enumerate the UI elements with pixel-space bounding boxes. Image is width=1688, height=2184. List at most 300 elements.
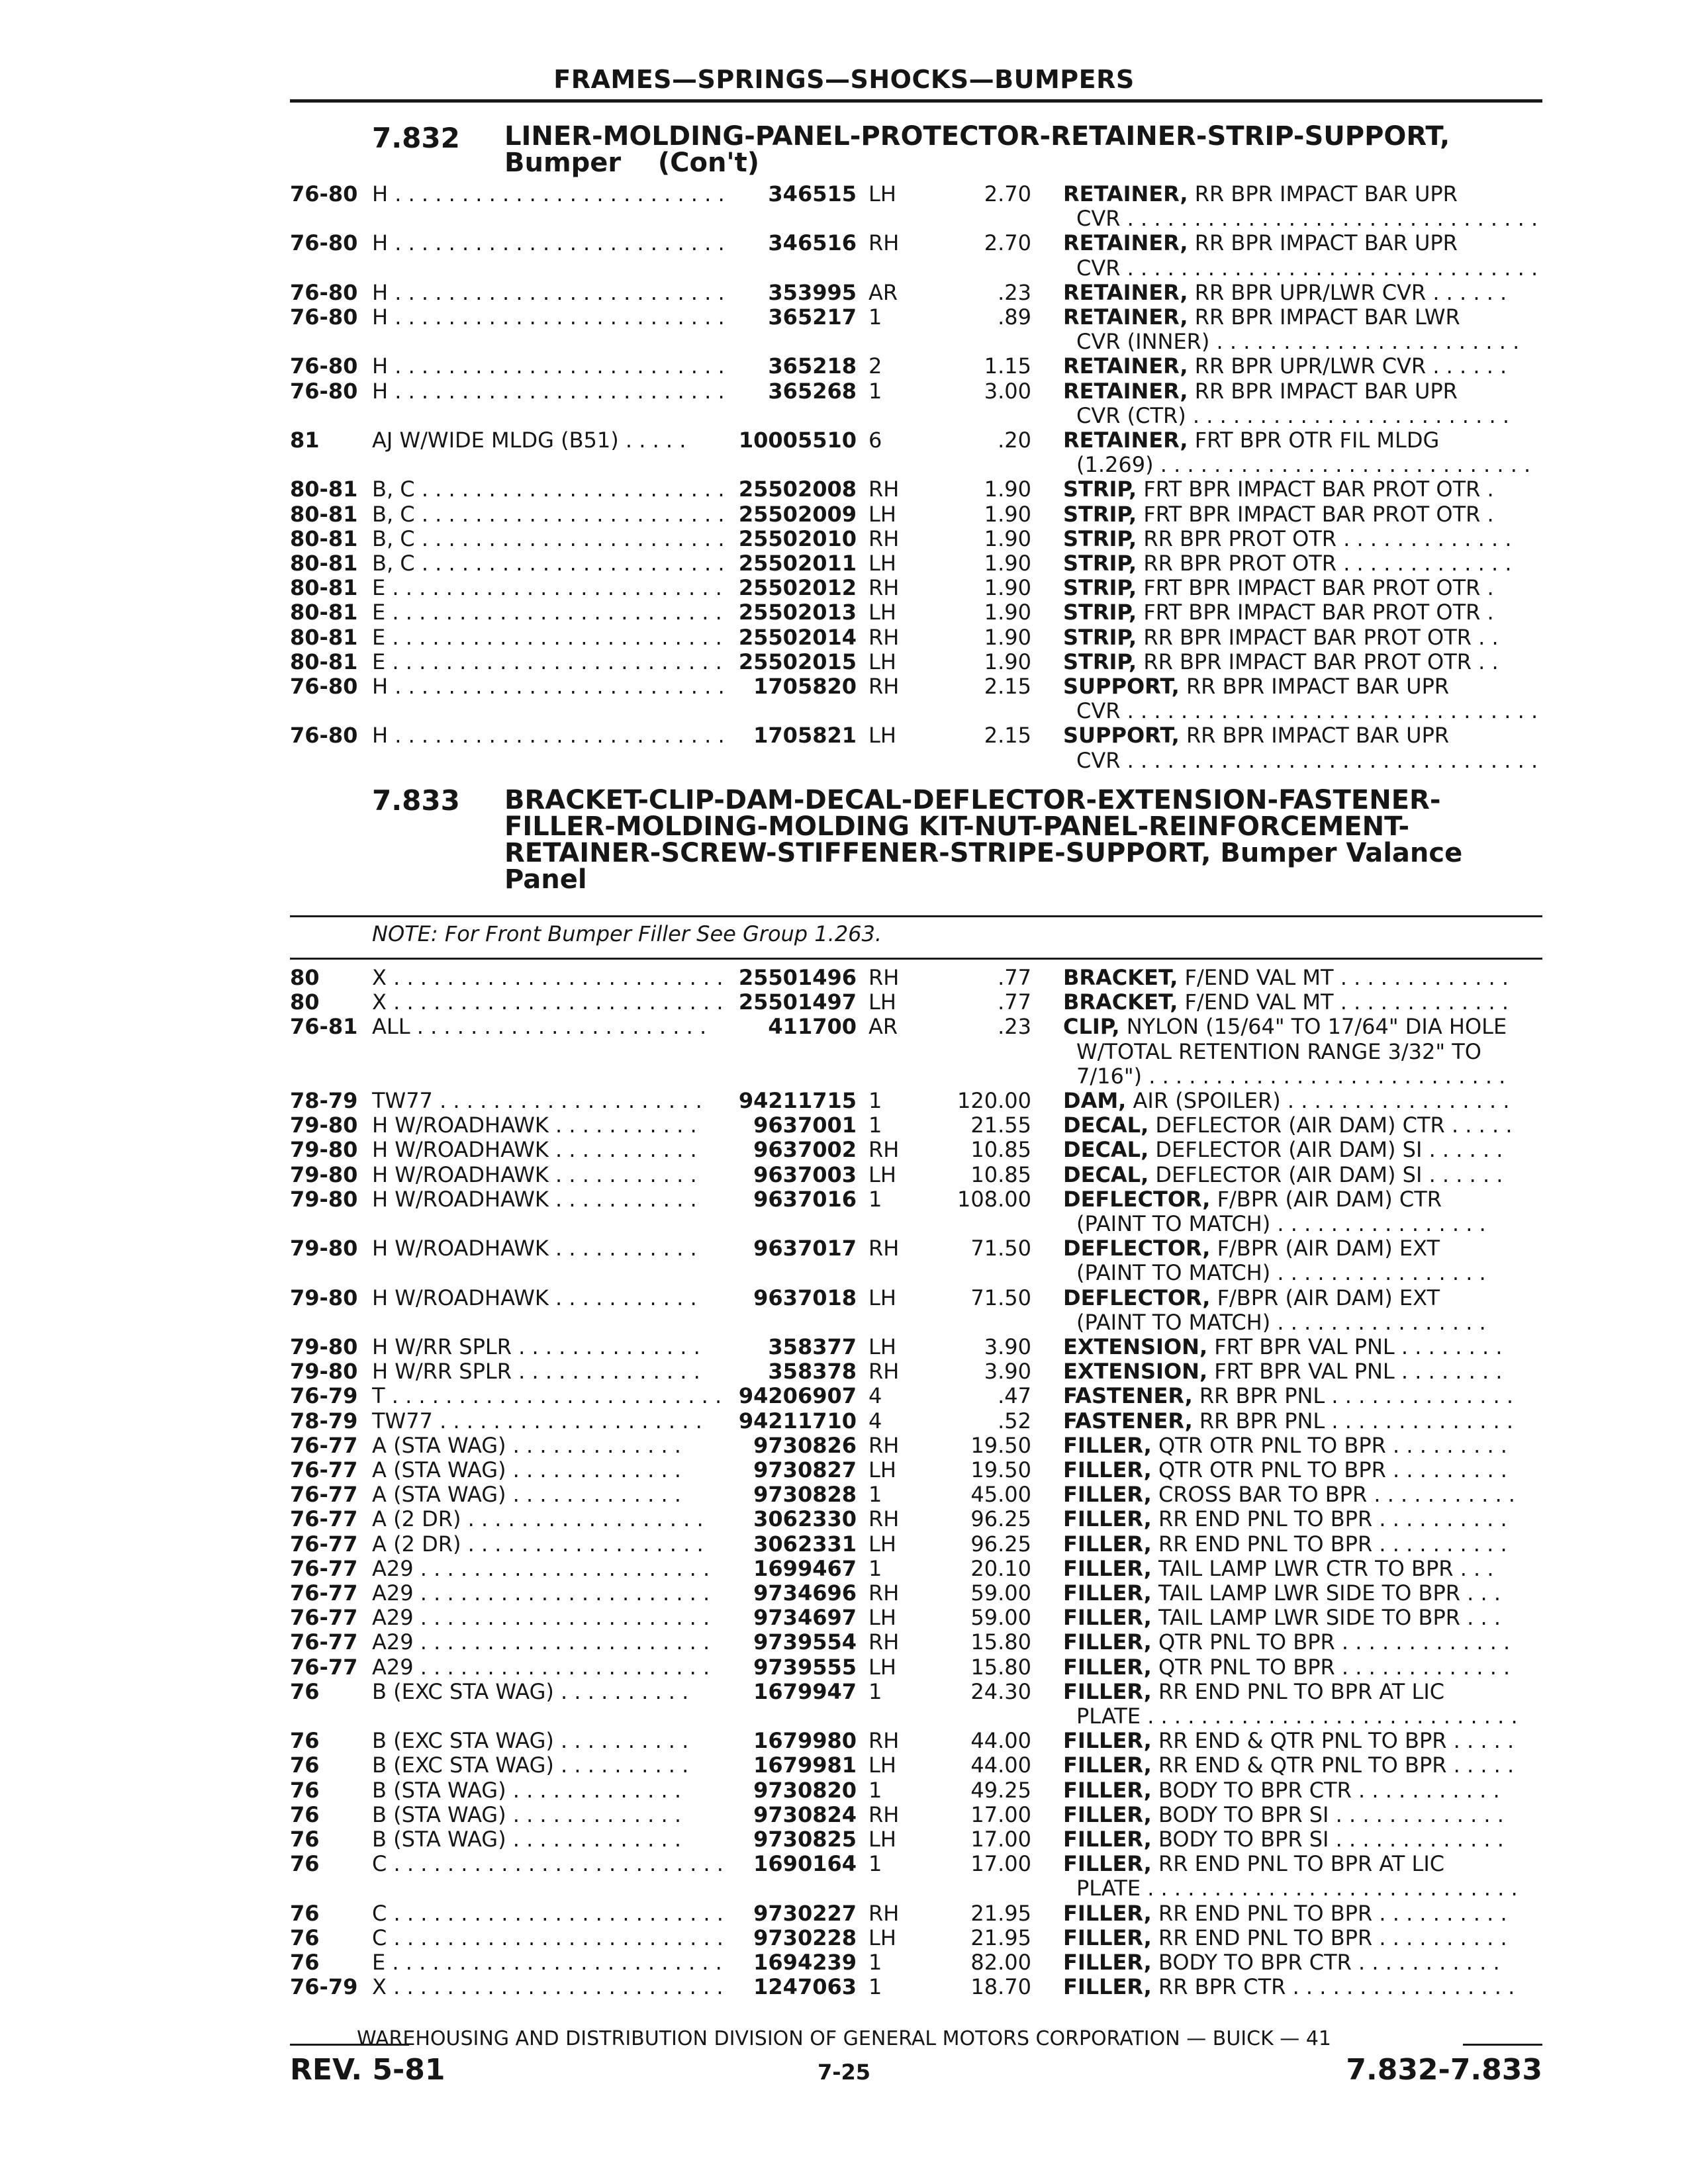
part-name: FILLER, (1063, 1506, 1152, 1532)
part-name: STRIP, (1063, 600, 1137, 625)
price: .20 (998, 428, 1031, 453)
quantity: 1 (868, 378, 882, 404)
quantity: RH (868, 477, 900, 502)
part-number: 9730828 (753, 1482, 857, 1508)
part-description-text: RR END PNL TO BPR . . . . . . . . . . (1151, 1925, 1507, 1950)
price: .89 (998, 304, 1031, 330)
part-description-text: FRT BPR IMPACT BAR PROT OTR . (1137, 600, 1494, 625)
part-number: 25501497 (738, 989, 857, 1015)
model-code: H W/ROADHAWK . . . . . . . . . . . (372, 1113, 697, 1138)
part-description (1063, 280, 1541, 305)
model-year: 80-81 (290, 477, 358, 502)
model-code: H . . . . . . . . . . . . . . . . . . . . . . . . . (372, 353, 725, 379)
quantity: RH (868, 624, 900, 650)
part-number: 9739555 (753, 1654, 857, 1680)
price: 3.90 (984, 1359, 1031, 1385)
model-year: 76-77 (290, 1654, 358, 1680)
part-number: 358377 (768, 1334, 857, 1359)
quantity: LH (868, 1334, 896, 1359)
price: .77 (998, 989, 1031, 1015)
price: 1.90 (984, 624, 1031, 650)
part-number: 9730228 (753, 1925, 857, 1950)
model-code: A (2 DR) . . . . . . . . . . . . . . . . . . (372, 1506, 704, 1532)
part-description-continued: 7/16") . . . . . . . . . . . . . . . . . . . . . . . . . . . (1076, 1063, 1506, 1089)
part-description-text: RR END & QTR PNL TO BPR . . . . . (1151, 1728, 1515, 1754)
price: 1.15 (984, 353, 1031, 379)
price: 59.00 (970, 1580, 1031, 1606)
part-description (1063, 1655, 1541, 1680)
model-code: H . . . . . . . . . . . . . . . . . . . . . . . . . (372, 674, 725, 699)
model-code: E . . . . . . . . . . . . . . . . . . . . . . . . . (372, 575, 722, 601)
model-code: A (STA WAG) . . . . . . . . . . . . . (372, 1432, 681, 1458)
part-description (1063, 1950, 1541, 1975)
part-description-text: DEFLECTOR (AIR DAM) CTR . . . . . (1149, 1113, 1513, 1138)
model-code: H . . . . . . . . . . . . . . . . . . . . . . . . . (372, 279, 725, 305)
model-year: 76 (290, 1728, 320, 1754)
part-description-text: RR BPR PNL . . . . . . . . . . . . . . (1192, 1408, 1514, 1433)
price: 120.00 (957, 1088, 1031, 1113)
part-description (1063, 1925, 1541, 1950)
price: 17.00 (970, 1801, 1031, 1827)
part-name: FILLER, (1063, 1827, 1152, 1852)
section-title (504, 123, 1544, 176)
part-description-text: RR BPR UPR/LWR CVR . . . . . . (1188, 279, 1507, 305)
model-year: 81 (290, 428, 320, 453)
part-description (1063, 674, 1541, 699)
part-number: 3062330 (753, 1506, 857, 1532)
price: .23 (998, 1014, 1031, 1040)
price: 19.50 (970, 1432, 1031, 1458)
price: 10.85 (970, 1137, 1031, 1163)
part-description (1063, 1433, 1541, 1458)
part-number: 9637018 (753, 1285, 857, 1310)
part-description-continued: (PAINT TO MATCH) . . . . . . . . . . . . . . . . (1076, 1211, 1486, 1236)
model-year: 79-80 (290, 1334, 358, 1359)
part-name: FILLER, (1063, 1950, 1152, 1975)
part-name: CLIP, (1063, 1014, 1120, 1040)
part-description (1063, 1137, 1541, 1162)
part-description-text: FRT BPR OTR FIL MLDG (1188, 428, 1440, 453)
part-description-continued: CVR . . . . . . . . . . . . . . . . . . . . . . . . . . . . . . . (1076, 747, 1538, 773)
model-code: T . . . . . . . . . . . . . . . . . . . . . . . . . (372, 1383, 722, 1409)
part-name: SUPPORT, (1063, 674, 1180, 699)
part-number: 94206907 (738, 1383, 857, 1409)
price: 2.15 (984, 723, 1031, 749)
part-number: 9637001 (753, 1113, 857, 1138)
model-year: 76 (290, 1777, 320, 1803)
model-code: B, C . . . . . . . . . . . . . . . . . . . . . . . (372, 551, 725, 576)
model-code: A29 . . . . . . . . . . . . . . . . . . . . . . (372, 1605, 710, 1631)
quantity: LH (868, 989, 896, 1015)
quantity: RH (868, 1580, 900, 1606)
part-number: 25501496 (738, 965, 857, 990)
price: 1.90 (984, 600, 1031, 625)
part-name: FILLER, (1063, 1900, 1152, 1926)
quantity: RH (868, 1629, 900, 1655)
quantity: LH (868, 1531, 896, 1557)
model-code: H W/ROADHAWK . . . . . . . . . . . (372, 1161, 697, 1187)
model-year: 79-80 (290, 1186, 358, 1212)
price: 1.90 (984, 525, 1031, 551)
part-number: 25502014 (738, 624, 857, 650)
part-name: RETAINER, (1063, 378, 1188, 404)
part-name: RETAINER, (1063, 304, 1188, 330)
model-year: 78-79 (290, 1088, 358, 1113)
model-year: 76 (290, 1950, 320, 1975)
part-description (1063, 1580, 1541, 1606)
model-year: 76 (290, 1678, 320, 1704)
part-name: FILLER, (1063, 1531, 1152, 1557)
part-number: 9637017 (753, 1236, 857, 1261)
part-number: 9730825 (753, 1827, 857, 1852)
section-title-line: RETAINER-SCREW-STIFFENER-STRIPE-SUPPORT, Bumper Valance (504, 838, 1463, 868)
model-year: 76-80 (290, 674, 358, 699)
quantity: 1 (868, 1088, 882, 1113)
part-number: 9734696 (753, 1580, 857, 1606)
part-number: 365217 (768, 304, 857, 330)
quantity: 1 (868, 1950, 882, 1975)
part-description-text: QTR OTR PNL TO BPR . . . . . . . . . (1151, 1432, 1507, 1458)
part-number: 25502009 (738, 501, 857, 527)
part-description (1063, 1285, 1541, 1310)
section-title-line: BRACKET-CLIP-DAM-DECAL-DEFLECTOR-EXTENSION-FASTENER- (504, 785, 1441, 815)
price: 21.95 (970, 1900, 1031, 1926)
model-code: H . . . . . . . . . . . . . . . . . . . . . . . . . (372, 304, 725, 330)
model-code: E . . . . . . . . . . . . . . . . . . . . . . . . . (372, 649, 722, 674)
model-code: E . . . . . . . . . . . . . . . . . . . . . . . . . (372, 624, 722, 650)
part-description-text: RR BPR IMPACT BAR PROT OTR . . (1137, 624, 1499, 650)
quantity: AR (868, 1014, 898, 1040)
model-code: B (STA WAG) . . . . . . . . . . . . . (372, 1827, 682, 1852)
part-description-text: QTR PNL TO BPR . . . . . . . . . . . . . (1151, 1629, 1511, 1655)
price: 18.70 (970, 1974, 1031, 2000)
price: 20.10 (970, 1555, 1031, 1581)
part-description (1063, 428, 1541, 453)
part-name: FILLER, (1063, 1678, 1152, 1704)
quantity: LH (868, 600, 896, 625)
part-description (1063, 526, 1541, 551)
model-code: TW77 . . . . . . . . . . . . . . . . . . . . (372, 1088, 702, 1113)
part-description-text: RR BPR IMPACT BAR UPR (1188, 181, 1458, 206)
model-code: C . . . . . . . . . . . . . . . . . . . . . . . . . (372, 1925, 724, 1950)
price: 15.80 (970, 1629, 1031, 1655)
quantity: LH (868, 1827, 896, 1852)
part-name: FILLER, (1063, 1605, 1152, 1631)
model-year: 76 (290, 1801, 320, 1827)
model-year: 78-79 (290, 1408, 358, 1433)
model-year: 76-77 (290, 1506, 358, 1532)
quantity: 4 (868, 1383, 882, 1409)
price: 2.70 (984, 230, 1031, 256)
part-description (1063, 1014, 1541, 1039)
part-number: 9734697 (753, 1605, 857, 1631)
model-code: B (EXC STA WAG) . . . . . . . . . . (372, 1752, 689, 1778)
price: 1.90 (984, 575, 1031, 601)
model-year: 80-81 (290, 501, 358, 527)
part-description (1063, 1408, 1541, 1433)
part-description (1063, 1383, 1541, 1408)
part-description (1063, 965, 1541, 990)
part-description (1063, 1752, 1541, 1778)
model-year: 79-80 (290, 1161, 358, 1187)
model-year: 80-81 (290, 624, 358, 650)
part-number: 9730227 (753, 1900, 857, 1926)
model-year: 76-77 (290, 1629, 358, 1655)
model-year: 76-80 (290, 181, 358, 206)
part-name: RETAINER, (1063, 428, 1188, 453)
part-description (1063, 477, 1541, 502)
model-year: 80-81 (290, 525, 358, 551)
model-code: E . . . . . . . . . . . . . . . . . . . . . . . . . (372, 600, 722, 625)
part-name: RETAINER, (1063, 181, 1188, 206)
price: 82.00 (970, 1950, 1031, 1975)
footer-section-range: 7.832-7.833 (1346, 2053, 1542, 2087)
part-description-text: BODY TO BPR CTR . . . . . . . . . . . (1151, 1777, 1500, 1803)
quantity: 4 (868, 1408, 882, 1433)
price: 17.00 (970, 1827, 1031, 1852)
part-description-text: RR END PNL TO BPR AT LIC (1151, 1678, 1445, 1704)
part-number: 1694239 (753, 1950, 857, 1975)
part-description-text: QTR PNL TO BPR . . . . . . . . . . . . . (1151, 1654, 1511, 1680)
quantity: 1 (868, 1186, 882, 1212)
model-code: B (EXC STA WAG) . . . . . . . . . . (372, 1678, 689, 1704)
model-year: 76-80 (290, 353, 358, 379)
quantity: RH (868, 674, 900, 699)
model-year: 76-80 (290, 723, 358, 749)
price: 19.50 (970, 1457, 1031, 1482)
part-description (1063, 230, 1541, 255)
part-description-continued: (1.269) . . . . . . . . . . . . . . . . . . . . . . . . . . . . (1076, 452, 1531, 478)
part-name: RETAINER, (1063, 279, 1188, 305)
part-description-text: QTR OTR PNL TO BPR . . . . . . . . . (1151, 1457, 1507, 1482)
part-number: 346516 (768, 230, 857, 256)
model-code: H . . . . . . . . . . . . . . . . . . . . . . . . . (372, 378, 725, 404)
part-name: FASTENER, (1063, 1383, 1193, 1409)
part-description-text: RR BPR IMPACT BAR UPR (1179, 674, 1450, 699)
part-description (1063, 1802, 1541, 1827)
part-description-continued: CVR . . . . . . . . . . . . . . . . . . . . . . . . . . . . . . . (1076, 255, 1538, 281)
model-code: AJ W/WIDE MLDG (B51) . . . . . (372, 428, 686, 453)
part-name: STRIP, (1063, 575, 1137, 601)
part-description-text: AIR (SPOILER) . . . . . . . . . . . . . . . . . (1126, 1088, 1510, 1113)
model-year: 76-77 (290, 1482, 358, 1508)
quantity: RH (868, 1359, 900, 1385)
part-description-continued: CVR . . . . . . . . . . . . . . . . . . . . . . . . . . . . . . . (1076, 206, 1538, 232)
model-year: 76-80 (290, 304, 358, 330)
model-year: 80 (290, 965, 320, 990)
price: 17.00 (970, 1851, 1031, 1877)
part-name: SUPPORT, (1063, 723, 1180, 749)
quantity: LH (868, 1752, 896, 1778)
section-title-line: Panel (504, 864, 587, 895)
part-description-continued: (PAINT TO MATCH) . . . . . . . . . . . . . . . . (1076, 1260, 1486, 1286)
model-year: 76-80 (290, 279, 358, 305)
model-code: A29 . . . . . . . . . . . . . . . . . . . . . . (372, 1580, 710, 1606)
part-description-text: F/END VAL MT . . . . . . . . . . . . . (1178, 965, 1509, 990)
model-code: H . . . . . . . . . . . . . . . . . . . . . . . . . (372, 181, 725, 206)
part-name: DEFLECTOR, (1063, 1236, 1211, 1261)
quantity: LH (868, 1654, 896, 1680)
part-number: 1705820 (753, 674, 857, 699)
part-description (1063, 1359, 1541, 1384)
part-name: FILLER, (1063, 1925, 1152, 1950)
part-number: 9637002 (753, 1137, 857, 1163)
model-code: TW77 . . . . . . . . . . . . . . . . . . . . (372, 1408, 702, 1433)
part-number: 9730824 (753, 1801, 857, 1827)
part-description-text: RR BPR IMPACT BAR PROT OTR . . (1137, 649, 1499, 674)
quantity: LH (868, 1285, 896, 1310)
model-code: H W/ROADHAWK . . . . . . . . . . . (372, 1285, 697, 1310)
part-name: DECAL, (1063, 1113, 1149, 1138)
part-name: STRIP, (1063, 501, 1137, 527)
part-description (1063, 600, 1541, 625)
part-description (1063, 1974, 1541, 1999)
part-description (1063, 1531, 1541, 1557)
part-name: BRACKET, (1063, 965, 1178, 990)
part-name: FILLER, (1063, 1482, 1152, 1508)
model-year: 76-80 (290, 378, 358, 404)
part-description-text: RR BPR PNL . . . . . . . . . . . . . . (1192, 1383, 1514, 1409)
model-code: H W/ROADHAWK . . . . . . . . . . . (372, 1137, 697, 1163)
model-year: 79-80 (290, 1236, 358, 1261)
quantity: LH (868, 1457, 896, 1482)
quantity: RH (868, 1432, 900, 1458)
model-code: A (2 DR) . . . . . . . . . . . . . . . . . . (372, 1531, 704, 1557)
section-number: 7.833 (372, 784, 460, 817)
part-name: FILLER, (1063, 1801, 1152, 1827)
part-description-text: NYLON (15/64" TO 17/64" DIA HOLE (1119, 1014, 1507, 1040)
part-description (1063, 1827, 1541, 1852)
quantity: RH (868, 1900, 900, 1926)
model-code: X . . . . . . . . . . . . . . . . . . . . . . . . . (372, 989, 724, 1015)
model-code: H . . . . . . . . . . . . . . . . . . . . . . . . . (372, 230, 725, 256)
model-year: 76 (290, 1827, 320, 1852)
price: 44.00 (970, 1728, 1031, 1754)
quantity: LH (868, 501, 896, 527)
part-number: 1699467 (753, 1555, 857, 1581)
part-name: FILLER, (1063, 1974, 1152, 2000)
part-name: STRIP, (1063, 624, 1137, 650)
price: 96.25 (970, 1531, 1031, 1557)
quantity: RH (868, 525, 900, 551)
model-year: 76-81 (290, 1014, 358, 1040)
model-code: B (STA WAG) . . . . . . . . . . . . . (372, 1777, 682, 1803)
section-title-line: FILLER-MOLDING-MOLDING KIT-NUT-PANEL-REINFORCEMENT- (504, 811, 1410, 842)
model-code: H W/ROADHAWK . . . . . . . . . . . (372, 1236, 697, 1261)
quantity: LH (868, 649, 896, 674)
part-description-text: RR BPR IMPACT BAR UPR (1179, 723, 1450, 749)
model-code: A29 . . . . . . . . . . . . . . . . . . . . . . (372, 1629, 710, 1655)
part-description (1063, 379, 1541, 404)
part-name: BRACKET, (1063, 989, 1178, 1015)
model-year: 80-81 (290, 649, 358, 674)
model-year: 76-79 (290, 1383, 358, 1409)
part-name: FILLER, (1063, 1777, 1152, 1803)
part-description-text: BODY TO BPR SI . . . . . . . . . . . . . (1151, 1801, 1504, 1827)
footer-page-number: 7-25 (817, 2060, 871, 2085)
price: .23 (998, 279, 1031, 305)
part-description-text: RR BPR UPR/LWR CVR . . . . . . (1188, 353, 1507, 379)
part-number: 94211715 (738, 1088, 857, 1113)
part-description-continued: PLATE . . . . . . . . . . . . . . . . . . . . . . . . . . . . (1076, 1876, 1518, 1901)
part-number: 25502011 (738, 551, 857, 576)
part-number: 3062331 (753, 1531, 857, 1557)
part-description-text: RR BPR PROT OTR . . . . . . . . . . . . . (1137, 525, 1512, 551)
quantity: 1 (868, 1113, 882, 1138)
part-description (1063, 989, 1541, 1015)
part-number: 25502013 (738, 600, 857, 625)
part-description-text: FRT BPR IMPACT BAR PROT OTR . (1137, 575, 1494, 601)
model-year: 79-80 (290, 1285, 358, 1310)
quantity: 1 (868, 304, 882, 330)
part-description (1063, 1605, 1541, 1630)
part-number: 25502015 (738, 649, 857, 674)
part-name: RETAINER, (1063, 353, 1188, 379)
model-code: A (STA WAG) . . . . . . . . . . . . . (372, 1457, 681, 1482)
part-description-text: FRT BPR IMPACT BAR PROT OTR . (1137, 501, 1494, 527)
model-code: H . . . . . . . . . . . . . . . . . . . . . . . . . (372, 723, 725, 749)
section-title-line: LINER-MOLDING-PANEL-PROTECTOR-RETAINER-STRIP-SUPPORT, (504, 121, 1450, 152)
part-description (1063, 1728, 1541, 1753)
quantity: 1 (868, 1974, 882, 2000)
part-name: FILLER, (1063, 1752, 1152, 1778)
part-name: FILLER, (1063, 1629, 1152, 1655)
price: .47 (998, 1383, 1031, 1409)
footer-revision: REV. 5-81 (290, 2053, 445, 2087)
price: .77 (998, 965, 1031, 990)
quantity: RH (868, 1728, 900, 1754)
quantity: RH (868, 1137, 900, 1163)
part-number: 1705821 (753, 723, 857, 749)
quantity: LH (868, 1925, 896, 1950)
price: 71.50 (970, 1236, 1031, 1261)
part-description (1063, 625, 1541, 650)
part-number: 9637016 (753, 1186, 857, 1212)
quantity: RH (868, 1506, 900, 1532)
part-description-text: FRT BPR IMPACT BAR PROT OTR . (1137, 477, 1494, 502)
part-description-text: RR END PNL TO BPR . . . . . . . . . . (1151, 1506, 1507, 1532)
part-name: STRIP, (1063, 551, 1137, 576)
model-year: 76-77 (290, 1432, 358, 1458)
part-description (1063, 1334, 1541, 1359)
part-description (1063, 1556, 1541, 1581)
model-code: B (EXC STA WAG) . . . . . . . . . . (372, 1728, 689, 1754)
price: 24.30 (970, 1678, 1031, 1704)
part-description-text: RR BPR IMPACT BAR UPR (1188, 378, 1458, 404)
part-description (1063, 502, 1541, 527)
part-number: 1679981 (753, 1752, 857, 1778)
price: 1.90 (984, 551, 1031, 576)
price: 3.90 (984, 1334, 1031, 1359)
part-name: DECAL, (1063, 1137, 1149, 1163)
part-number: 411700 (768, 1014, 857, 1040)
section-number: 7.832 (372, 122, 460, 154)
model-year: 80-81 (290, 600, 358, 625)
model-code: B (STA WAG) . . . . . . . . . . . . . (372, 1801, 682, 1827)
part-description-text: BODY TO BPR SI . . . . . . . . . . . . . (1151, 1827, 1504, 1852)
model-year: 76 (290, 1900, 320, 1926)
price: 2.70 (984, 181, 1031, 206)
part-number: 365268 (768, 378, 857, 404)
part-number: 25502008 (738, 477, 857, 502)
price: 1.90 (984, 649, 1031, 674)
part-description-continued: CVR . . . . . . . . . . . . . . . . . . . . . . . . . . . . . . . (1076, 698, 1538, 724)
quantity: 1 (868, 1851, 882, 1877)
part-name: STRIP, (1063, 477, 1137, 502)
model-code: X . . . . . . . . . . . . . . . . . . . . . . . . . (372, 1974, 724, 2000)
part-name: DAM, (1063, 1088, 1127, 1113)
part-description (1063, 1113, 1541, 1138)
